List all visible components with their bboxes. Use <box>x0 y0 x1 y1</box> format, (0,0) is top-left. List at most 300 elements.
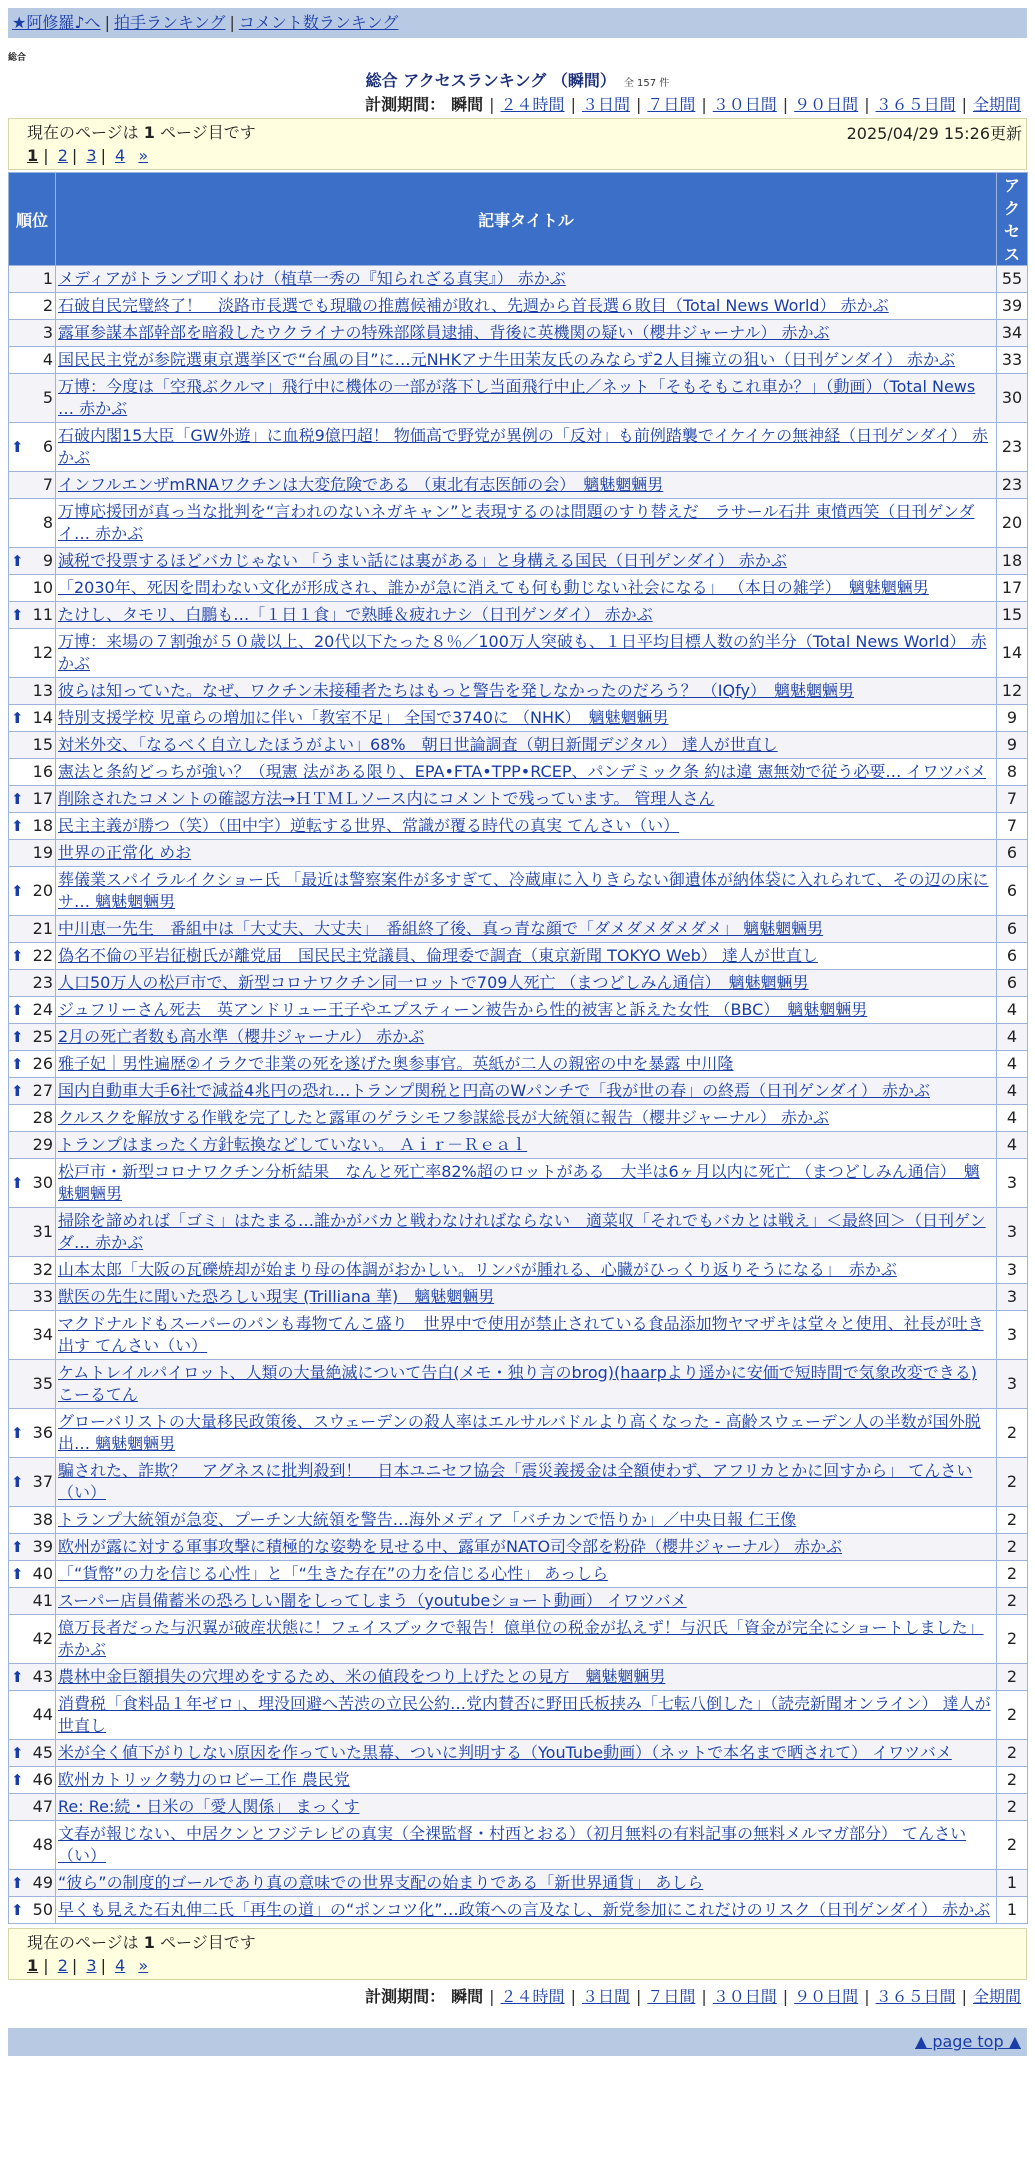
rank-cell <box>9 1870 56 1897</box>
title-cell <box>56 472 997 499</box>
article-link[interactable]: クルスクを解放する作戦を完了したと露軍のゲラシモフ参謀総長が大統領に報告（櫻井ジャーナル） 赤かぶ <box>58 1108 830 1127</box>
table-row <box>9 1159 1028 1208</box>
ranking-title: 総合 アクセスランキング （瞬間） <box>365 71 616 90</box>
access-count: 2 <box>997 1615 1028 1664</box>
rank-cell <box>9 629 56 678</box>
article-link[interactable]: 山本太郎「大阪の瓦礫焼却が始まり母の体調がおかしい。リンパが腫れる、心臓がひっくり返りそうになる」 赤かぶ <box>58 1260 897 1279</box>
rank-cell <box>9 1458 56 1507</box>
table-row <box>9 1794 1028 1821</box>
rank-number: 6 <box>42 437 53 456</box>
article-link[interactable]: 掃除を諦めれば「ゴミ」はたまる…誰かがバカと戦わなければならない 適菜収「それでもバカとは戦え」＜最終回＞（日刊ゲンダ… 赤かぶ <box>58 1211 986 1252</box>
access-count: 4 <box>997 1024 1028 1051</box>
title-cell <box>56 1284 997 1311</box>
period-30d[interactable]: ３０日間 <box>712 95 777 114</box>
title-cell <box>56 732 997 759</box>
rank-cell <box>9 1897 56 1924</box>
table-row <box>9 602 1028 629</box>
page-current: 1 <box>27 146 39 165</box>
article-link[interactable]: 偽名不倫の平岩征樹氏が離党届 国民民主党議員、倫理委で調査（東京新聞 TOKYO Web） 達人が世直し <box>58 946 818 965</box>
rank-up-arrow-icon: ⬆ <box>11 1565 24 1583</box>
title-cell <box>56 1051 997 1078</box>
article-link[interactable]: 早くも見えた石丸伸二氏「再生の道」の“ポンコツ化”…政策への言及なし、新党参加にこれだけのリスク（日刊ゲンダイ） 赤かぶ <box>58 1900 991 1919</box>
article-link[interactable]: 露軍参謀本部幹部を暗殺したウクライナの特殊部隊員逮捕、背後に英機関の疑い（櫻井ジャーナル） 赤かぶ <box>58 323 830 342</box>
article-link[interactable]: “彼ら”の制度的ゴールであり真の意味での世界支配の始まりである「新世界通貨」 あしら <box>58 1873 704 1892</box>
table-row <box>9 705 1028 732</box>
title-cell <box>56 293 997 320</box>
period-all-bottom[interactable]: 全期間 <box>972 1987 1021 2006</box>
table-row <box>9 867 1028 916</box>
period-24h[interactable]: ２４時間 <box>500 95 565 114</box>
rank-cell <box>9 1794 56 1821</box>
table-row <box>9 1588 1028 1615</box>
table-row <box>9 1132 1028 1159</box>
table-row <box>9 1078 1028 1105</box>
article-link[interactable]: 欧州が露に対する軍事攻撃に積極的な姿勢を見せる中、露軍がNATO司令部を粉砕（櫻井ジャーナル） 赤かぶ <box>58 1537 843 1556</box>
rank-cell <box>9 1311 56 1360</box>
title-cell <box>56 1561 997 1588</box>
rank-cell <box>9 548 56 575</box>
table-row <box>9 732 1028 759</box>
table-row <box>9 266 1028 293</box>
article-link[interactable]: 石破自民完璧終了！ 淡路市長選でも現職の推薦候補が敗れ、先週から首長選６敗目（Total News World） 赤かぶ <box>58 296 889 315</box>
period-24h-bottom[interactable]: ２４時間 <box>500 1987 565 2006</box>
total-count: 全 157 件 <box>623 78 670 89</box>
table-row <box>9 1409 1028 1458</box>
access-count: 8 <box>997 759 1028 786</box>
title-cell <box>56 1257 997 1284</box>
table-row <box>9 374 1028 423</box>
rank-up-arrow-icon: ⬆ <box>11 1001 24 1019</box>
article-link[interactable]: 「“貨幣”の力を信じる心性」と「“生きた存在”の力を信じる心性」 あっしら <box>58 1564 609 1583</box>
section-tag: 総合 <box>8 53 27 63</box>
period-selector-bottom: 計測期間： 瞬間 | ２４時間 | ３日間 | ７日間 | ３０日間 | ９０日間 | ３６５日間 | 全期間 <box>365 1987 1021 2006</box>
title-cell <box>56 1767 997 1794</box>
article-link[interactable]: ケムトレイルパイロット、人類の大量絶滅について告白(メモ・独り言のbrog)(haarpより遥かに安価で短時間で気象改変できる) こーるてん <box>58 1363 977 1404</box>
article-link[interactable]: 対米外交、「なるべく自立したほうがよい」68% 朝日世論調査（朝日新聞デジタル） 達人が世直し <box>58 735 778 754</box>
access-count: 3 <box>997 1284 1028 1311</box>
access-count: 20 <box>997 499 1028 548</box>
rank-number: 34 <box>32 1325 53 1344</box>
article-link[interactable]: 万博応援団が真っ当な批判を“言われのないネガキャン”と表現するのは問題のすり替えだ ラサール石井 東憤西笑（日刊ゲンダイ… 赤かぶ <box>58 502 975 543</box>
article-link[interactable]: メディアがトランプ叩くわけ（植草一秀の『知られざる真実』） 赤かぶ <box>58 269 566 288</box>
title-cell <box>56 1024 997 1051</box>
rank-cell <box>9 423 56 472</box>
access-count: 6 <box>997 867 1028 916</box>
table-row <box>9 320 1028 347</box>
access-count: 4 <box>997 1132 1028 1159</box>
article-link[interactable]: トランプ大統領が急変、プーチン大統領を警告…海外メディア「バチカンで悟りか」／中央日報 仁王像 <box>58 1510 797 1529</box>
rank-up-arrow-icon: ⬆ <box>11 1082 24 1100</box>
rank-cell <box>9 499 56 548</box>
rank-up-arrow-icon: ⬆ <box>11 1744 24 1762</box>
access-count: 2 <box>997 1588 1028 1615</box>
rank-number: 21 <box>32 919 53 938</box>
article-link[interactable]: 国民民主党が参院選東京選挙区で“台風の目”に…元NHKアナ牛田茉友氏のみならず2人目擁立の狙い（日刊ゲンダイ） 赤かぶ <box>58 350 956 369</box>
rank-number: 13 <box>32 681 53 700</box>
table-row <box>9 1897 1028 1924</box>
article-link[interactable]: 石破内閣15大臣「GW外遊」に血税9億円超！ 物価高で野党が異例の「反対」も前例踏襲でイケイケの無神経（日刊ゲンダイ） 赤かぶ <box>58 426 988 467</box>
page-link-2-bottom[interactable]: 2 <box>57 1956 68 1975</box>
access-count: 33 <box>997 347 1028 374</box>
table-row <box>9 759 1028 786</box>
rank-number: 39 <box>32 1537 53 1556</box>
title-cell <box>56 970 997 997</box>
article-link[interactable]: 松戸市・新型コロナワクチン分析結果 なんと死亡率82%超のロットがある 大半は6ヶ月以内に死亡 （まつどしみん通信） 魑魅魍魎男 <box>58 1162 980 1203</box>
rank-cell <box>9 1105 56 1132</box>
access-count: 15 <box>997 602 1028 629</box>
title-cell <box>56 1409 997 1458</box>
rank-number: 44 <box>32 1705 53 1724</box>
table-row <box>9 1284 1028 1311</box>
access-count: 2 <box>997 1507 1028 1534</box>
rank-number: 48 <box>32 1835 53 1854</box>
page-links: 1 | 2 | 3 | 4 » <box>27 146 149 165</box>
rank-up-arrow-icon: ⬆ <box>11 438 24 456</box>
rank-cell <box>9 1409 56 1458</box>
article-link[interactable]: トランプはまったく方針転換などしていない。 Ａｉｒ－Ｒｅａｌ <box>58 1135 528 1154</box>
access-count: 2 <box>997 1794 1028 1821</box>
period-7d[interactable]: ７日間 <box>647 95 696 114</box>
title-cell <box>56 1105 997 1132</box>
article-link[interactable]: インフルエンザmRNAワクチンは大変危険である （東北有志医師の会） 魑魅魍魎男 <box>58 475 664 494</box>
rank-cell <box>9 1051 56 1078</box>
rank-cell <box>9 320 56 347</box>
table-row <box>9 813 1028 840</box>
pagination-top <box>8 118 1027 170</box>
rank-cell <box>9 1507 56 1534</box>
rank-cell <box>9 1360 56 1409</box>
page-top-link[interactable]: ▲ page top ▲ <box>914 2032 1021 2051</box>
rank-number: 41 <box>32 1591 53 1610</box>
article-link[interactable]: 葬儀業スパイラルイクショー氏 「最近は警察案件が多すぎて、冷蔵庫に入りきらない御遺体が納体袋に入れられて、その辺の床にサ… 魑魅魍魎男 <box>58 870 989 911</box>
rank-number: 9 <box>42 551 53 570</box>
title-cell <box>56 499 997 548</box>
table-row <box>9 1870 1028 1897</box>
table-row <box>9 1534 1028 1561</box>
title-cell <box>56 629 997 678</box>
title-cell <box>56 1794 997 1821</box>
access-count: 18 <box>997 548 1028 575</box>
page-link-3[interactable]: 3 <box>86 146 97 165</box>
article-link[interactable]: グローバリストの大量移民政策後、スウェーデンの殺人率はエルサルバドルより高くなった - 高齢スウェーデン人の半数が国外脱出… 魑魅魍魎男 <box>58 1412 981 1453</box>
title-cell <box>56 1458 997 1507</box>
article-link[interactable]: スーパー店員備蓄米の恐ろしい闇をしってしまう（youtubeショート動画） イワツバメ <box>58 1591 687 1610</box>
table-row <box>9 970 1028 997</box>
access-count: 2 <box>997 1767 1028 1794</box>
rank-number: 26 <box>32 1054 53 1073</box>
rank-up-arrow-icon: ⬆ <box>11 1901 24 1919</box>
rank-up-arrow-icon: ⬆ <box>11 882 24 900</box>
rank-up-arrow-icon: ⬆ <box>11 552 24 570</box>
title-cell <box>56 916 997 943</box>
rank-number: 35 <box>32 1374 53 1393</box>
title-cell <box>56 1360 997 1409</box>
rank-number: 43 <box>32 1667 53 1686</box>
access-count: 1 <box>997 1897 1028 1924</box>
rank-number: 42 <box>32 1629 53 1648</box>
table-row <box>9 678 1028 705</box>
access-count: 4 <box>997 1051 1028 1078</box>
table-row <box>9 499 1028 548</box>
ranking-table <box>8 172 1028 1924</box>
rank-number: 37 <box>32 1472 53 1491</box>
rank-cell <box>9 1024 56 1051</box>
article-link[interactable]: 文春が報じない、中居クンとフジテレビの真実（全裸監督・村西とおる）（初月無料の有料記事の無料メルマガ部分） てんさい（い） <box>58 1824 967 1865</box>
table-row <box>9 943 1028 970</box>
period-90d-bottom[interactable]: ９０日間 <box>794 1987 859 2006</box>
title-cell <box>56 1897 997 1924</box>
access-count: 12 <box>997 678 1028 705</box>
page-link-4-bottom[interactable]: 4 <box>115 1956 126 1975</box>
article-link[interactable]: 2月の死亡者数も高水準（櫻井ジャーナル） 赤かぶ <box>58 1027 425 1046</box>
rank-cell <box>9 1132 56 1159</box>
table-row <box>9 1458 1028 1507</box>
period-selector: 計測期間： 瞬間 | ２４時間 | ３日間 | ７日間 | ３０日間 | ９０日間 | ３６５日間 | 全期間 <box>365 95 1021 114</box>
rank-cell <box>9 1740 56 1767</box>
title-cell <box>56 997 997 1024</box>
access-count: 3 <box>997 1208 1028 1257</box>
table-row <box>9 1561 1028 1588</box>
access-count: 34 <box>997 320 1028 347</box>
table-row <box>9 1360 1028 1409</box>
title-cell <box>56 1740 997 1767</box>
table-row <box>9 575 1028 602</box>
rank-up-arrow-icon: ⬆ <box>11 947 24 965</box>
home-link[interactable]: ★阿修羅♪へ <box>12 13 101 32</box>
article-link[interactable]: 特別支援学校 児童らの増加に伴い「教室不足」 全国で3740に （NHK） 魑魅魍魎男 <box>58 708 669 727</box>
title-cell <box>56 266 997 293</box>
clap-ranking-link[interactable]: 拍手ランキング <box>113 13 226 32</box>
title-cell <box>56 1691 997 1740</box>
updated-timestamp: 2025/04/29 15:26更新 <box>846 124 1022 143</box>
rank-cell <box>9 1588 56 1615</box>
rank-up-arrow-icon: ⬆ <box>11 1473 24 1491</box>
article-link[interactable]: 民主主義が勝つ（笑）（田中宇）逆転する世界、常識が覆る時代の真実 てんさい（い） <box>58 816 680 835</box>
access-count: 9 <box>997 705 1028 732</box>
article-link[interactable]: 国内自動車大手6社で減益4兆円の恐れ…トランプ関税と円高のWパンチで「我が世の春」の終焉（日刊ゲンダイ） 赤かぶ <box>58 1081 930 1100</box>
period-365d-bottom[interactable]: ３６５日間 <box>875 1987 956 2006</box>
rank-cell <box>9 374 56 423</box>
article-link[interactable]: 消費税「食料品１年ゼロ」、埋没回避へ苦渋の立民公約…党内賛否に野田氏板挟み「七転八倒した」（読売新聞オンライン） 達人が世直し <box>58 1694 991 1735</box>
rank-number: 27 <box>32 1081 53 1100</box>
rank-cell <box>9 1534 56 1561</box>
rank-cell <box>9 602 56 629</box>
page-link-3-bottom[interactable]: 3 <box>86 1956 97 1975</box>
title-cell <box>56 705 997 732</box>
title-cell <box>56 1208 997 1257</box>
rank-number: 36 <box>32 1423 53 1442</box>
table-row <box>9 1311 1028 1360</box>
page-link-4[interactable]: 4 <box>115 146 126 165</box>
article-link[interactable]: 万博：来場の７割強が５０歳以上、20代以下たった８％／100万人突破も、１日平均目標人数の約半分（Total News World） 赤かぶ <box>58 632 987 673</box>
article-link[interactable]: 世界の正常化 めお <box>58 843 192 862</box>
access-count: 7 <box>997 786 1028 813</box>
article-link[interactable]: 騙された、詐欺？ アグネスに批判殺到！ 日本ユニセフ協会「震災義援金は全額使わず、アフリカとかに回すから」 てんさい（い） <box>58 1461 973 1502</box>
rank-cell <box>9 813 56 840</box>
header-title: 記事タイトル <box>56 173 997 266</box>
rank-cell <box>9 678 56 705</box>
table-row <box>9 1051 1028 1078</box>
footer-bar <box>8 2028 1027 2056</box>
table-row <box>9 347 1028 374</box>
rank-up-arrow-icon: ⬆ <box>11 1424 24 1442</box>
title-cell <box>56 1311 997 1360</box>
top-nav-bar: ★阿修羅♪へ | 拍手ランキング | コメント数ランキング <box>8 8 1027 38</box>
access-count: 2 <box>997 1458 1028 1507</box>
article-link[interactable]: 億万長者だった与沢翼が破産状態に！フェイスブックで報告！億単位の税金が払えず！与沢氏「資金が完全にショートしました」 赤かぶ <box>58 1618 984 1659</box>
page-link-2[interactable]: 2 <box>57 146 68 165</box>
rank-up-arrow-icon: ⬆ <box>11 1055 24 1073</box>
table-row <box>9 423 1028 472</box>
title-cell <box>56 423 997 472</box>
access-count: 3 <box>997 1311 1028 1360</box>
rank-number: 7 <box>42 475 53 494</box>
access-count: 14 <box>997 629 1028 678</box>
current-page-text-bottom: 現在のページは 1 ページ目です <box>27 1933 256 1952</box>
article-link[interactable]: 欧州カトリック勢力のロビー工作 農民党 <box>58 1770 350 1789</box>
access-count: 17 <box>997 575 1028 602</box>
period-label: 計測期間： <box>365 95 446 114</box>
title-cell <box>56 786 997 813</box>
title-cell <box>56 1870 997 1897</box>
rank-number: 25 <box>32 1027 53 1046</box>
rank-cell <box>9 867 56 916</box>
title-cell <box>56 1588 997 1615</box>
table-row <box>9 548 1028 575</box>
article-link[interactable]: 彼らは知っていた。なぜ、ワクチン未接種者たちはもっと警告を発しなかったのだろう？ （IQfy） 魑魅魍魎男 <box>58 681 854 700</box>
rank-number: 24 <box>32 1000 53 1019</box>
rank-cell <box>9 943 56 970</box>
article-link[interactable]: 獣医の先生に聞いた恐ろしい現実 (Trilliana 華) 魑魅魍魎男 <box>58 1287 495 1306</box>
page-title <box>0 68 1035 88</box>
rank-number: 33 <box>32 1287 53 1306</box>
article-link[interactable]: 削除されたコメントの確認方法→ＨＴＭＬソース内にコメントで残っています。 管理人さん <box>58 789 715 808</box>
title-cell <box>56 548 997 575</box>
title-cell <box>56 1159 997 1208</box>
article-link[interactable]: 憲法と条約どっちが強い？（現憲 法がある限り、EPA•FTA•TPP•RCEP、パンデミック条 約は違 憲無効で従う必要… イワツバメ <box>58 762 987 781</box>
access-count: 2 <box>997 1561 1028 1588</box>
rank-number: 32 <box>32 1260 53 1279</box>
access-count: 30 <box>997 374 1028 423</box>
article-link[interactable]: 雅子妃｜男性遍歴②イラクで非業の死を遂げた奥参事官。英紙が二人の親密の中を暴露 中川隆 <box>58 1054 734 1073</box>
title-cell <box>56 1132 997 1159</box>
article-link[interactable]: 減税で投票するほどバカじゃない 「うまい話には裏がある」と身構える国民（日刊ゲンダイ） 赤かぶ <box>58 551 787 570</box>
access-count: 2 <box>997 1409 1028 1458</box>
access-count: 3 <box>997 1159 1028 1208</box>
page-current-bottom: 1 <box>27 1956 39 1975</box>
article-link[interactable]: 米が全く値下がりしない原因を作っていた黒幕、ついに判明する（YouTube動画）（ネットで本名まで晒されて） イワツバメ <box>58 1743 952 1762</box>
rank-number: 23 <box>32 973 53 992</box>
rank-number: 16 <box>32 762 53 781</box>
rank-cell <box>9 472 56 499</box>
article-link[interactable]: 農林中金巨額損失の穴埋めをするため、米の値段をつり上げたとの見方 魑魅魍魎男 <box>58 1667 666 1686</box>
rank-cell <box>9 1159 56 1208</box>
rank-cell <box>9 1284 56 1311</box>
period-current: 瞬間 <box>451 95 484 114</box>
rank-number: 19 <box>32 843 53 862</box>
article-link[interactable]: 万博：今度は「空飛ぶクルマ」飛行中に機体の一部が落下し当面飛行中止／ネット「そもそもこれ車か？」（動画）（Total News … 赤かぶ <box>58 377 976 418</box>
rank-number: 20 <box>32 881 53 900</box>
table-row <box>9 786 1028 813</box>
comment-ranking-link[interactable]: コメント数ランキング <box>238 13 399 32</box>
rank-number: 47 <box>32 1797 53 1816</box>
rank-number: 29 <box>32 1135 53 1154</box>
next-page-link[interactable]: » <box>138 146 149 165</box>
rank-cell <box>9 266 56 293</box>
rank-cell <box>9 1664 56 1691</box>
title-cell <box>56 575 997 602</box>
rank-up-arrow-icon: ⬆ <box>11 1874 24 1892</box>
access-count: 7 <box>997 813 1028 840</box>
table-row <box>9 1257 1028 1284</box>
article-link[interactable]: たけし、タモリ、白鵬も…「１日１食」で熟睡＆疲れナシ（日刊ゲンダイ） 赤かぶ <box>58 605 653 624</box>
rank-cell <box>9 1208 56 1257</box>
next-page-link-bottom[interactable]: » <box>138 1956 149 1975</box>
header-rank: 順位 <box>9 173 56 266</box>
access-count: 2 <box>997 1821 1028 1870</box>
rank-up-arrow-icon: ⬆ <box>11 1538 24 1556</box>
period-3d[interactable]: ３日間 <box>581 95 630 114</box>
access-count: 6 <box>997 970 1028 997</box>
rank-number: 38 <box>32 1510 53 1529</box>
rank-number: 45 <box>32 1743 53 1762</box>
rank-number: 5 <box>42 388 53 407</box>
page-links-bottom: 1 | 2 | 3 | 4 » <box>27 1956 149 1975</box>
period-90d[interactable]: ９０日間 <box>794 95 859 114</box>
title-cell <box>56 813 997 840</box>
period-365d[interactable]: ３６５日間 <box>875 95 956 114</box>
rank-cell <box>9 575 56 602</box>
rank-number: 46 <box>32 1770 53 1789</box>
rank-up-arrow-icon: ⬆ <box>11 1771 24 1789</box>
table-row <box>9 1740 1028 1767</box>
rank-up-arrow-icon: ⬆ <box>11 817 24 835</box>
period-7d-bottom[interactable]: ７日間 <box>647 1987 696 2006</box>
rank-cell <box>9 997 56 1024</box>
title-cell <box>56 1615 997 1664</box>
period-30d-bottom[interactable]: ３０日間 <box>712 1987 777 2006</box>
article-link[interactable]: 中川恵一先生 番組中は「大丈夫、大丈夫」 番組終了後、真っ青な顔で「ダメダメダメダメ」 魑魅魍魎男 <box>58 919 824 938</box>
article-link[interactable]: マクドナルドもスーパーのパンも毒物てんこ盛り 世界中で使用が禁止されている食品添加物ヤマザキは堂々と使用、社長が吐き出す てんさい（い） <box>58 1314 984 1355</box>
article-link[interactable]: 人口50万人の松戸市で、新型コロナワクチン同一ロットで709人死亡 （まつどしみん通信） 魑魅魍魎男 <box>58 973 809 992</box>
table-row <box>9 629 1028 678</box>
period-3d-bottom[interactable]: ３日間 <box>581 1987 630 2006</box>
rank-cell <box>9 1821 56 1870</box>
title-cell <box>56 867 997 916</box>
access-count: 4 <box>997 1105 1028 1132</box>
access-count: 4 <box>997 997 1028 1024</box>
table-row <box>9 1105 1028 1132</box>
access-count: 2 <box>997 1534 1028 1561</box>
current-page-text: 現在のページは 1 ページ目です <box>27 123 256 142</box>
article-link[interactable]: ジュフリーさん死去 英アンドリュー王子やエプスティーン被告から性的被害と訴えた女性 （BBC） 魑魅魍魎男 <box>58 1000 868 1019</box>
pagination-bottom <box>8 1928 1027 1980</box>
title-cell <box>56 678 997 705</box>
period-all[interactable]: 全期間 <box>972 95 1021 114</box>
table-row <box>9 1767 1028 1794</box>
title-cell <box>56 1821 997 1870</box>
rank-cell <box>9 1767 56 1794</box>
rank-cell <box>9 759 56 786</box>
access-count: 4 <box>997 1078 1028 1105</box>
rank-cell <box>9 970 56 997</box>
access-count: 6 <box>997 943 1028 970</box>
article-link[interactable]: 「2030年、死因を問わない文化が形成され、誰かが急に消えても何も動じない社会になる」 （本日の雑学） 魑魅魍魎男 <box>58 578 929 597</box>
rank-number: 8 <box>42 513 53 532</box>
article-link[interactable]: Re: Re:続・日米の「愛人関係」 まっくす <box>58 1797 360 1816</box>
rank-number: 50 <box>32 1900 53 1919</box>
title-cell <box>56 374 997 423</box>
